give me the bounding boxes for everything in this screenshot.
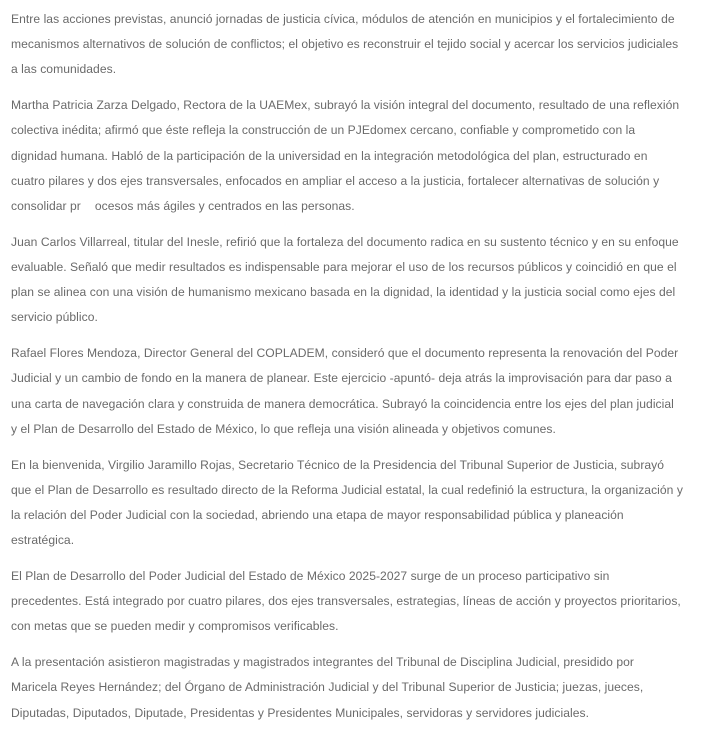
paragraph-acciones: Entre las acciones previstas, anunció jornadas de justicia cívica, módulos de atención en municipios y el fortalecimiento de mecanismos alternativos de solución de conflictos; el objetivo es reconstruir el tejido social y acercar los servicios judiciales a las comunidades. [11, 12, 679, 77]
paragraph-villarreal: Juan Carlos Villarreal, titular del Inesle, refirió que la fortaleza del documento radica en su sustento técnico y en su enfoque evaluable. Señaló que medir resultados es indispensable para mejorar el uso de los recursos públicos y coincidió en que el plan se alinea con una visión de humanismo mexicano basada en la dignidad, la identidad y la justicia social como ejes del servicio público. [11, 234, 679, 325]
paragraph-zarza-delgado [11, 93, 683, 219]
paragraph-zarza-delgado-part1: Martha Patricia Zarza Delgado, Rectora de la UAEMex, subrayó la visión integral del documento, resultado de una reflexión colectiva inédita; afirmó que éste refleja la construcción de un PJEdomex cercano, confiable y comprometido con la dignidad humana. Habló de la participación de la universidad en la integración metodológica del plan, estructurado en cuatro pilares y dos ejes transversales, enfocados en ampliar el acceso a la justicia, fortalecer alternativas de solución y consolidar pr [11, 98, 680, 214]
paragraph-asistentes: A la presentación asistieron magistradas y magistrados integrantes del Tribunal de Disciplina Judicial, presidido por Maricela Reyes Hernández; del Órgano de Administración Judicial y del Tribunal Superior de Justicia; juezas, jueces, Diputadas, Diputados, Diputade, Presidentas y Presidentes Municipales, servidoras y servidores judiciales. [11, 655, 644, 720]
paragraph-plan-desarrollo: El Plan de Desarrollo del Poder Judicial del Estado de México 2025-2027 surge de un proceso participativo sin precedentes. Está integrado por cuatro pilares, dos ejes transversales, estrategias, líneas de acción y proyectos prioritarios, con metas que se pueden medir y compromisos verificables. [11, 569, 681, 634]
paragraph-jaramillo-rojas: En la bienvenida, Virgilio Jaramillo Rojas, Secretario Técnico de la Presidencia del Tribunal Superior de Justicia, subrayó que el Plan de Desarrollo es resultado directo de la Reforma Judicial estatal, la cual redefinió la estructura, la organización y la relación del Poder Judicial con la sociedad, abriendo una etapa de mayor responsabilidad pública y planeación estratégica. [11, 457, 683, 548]
paragraph-flores-mendoza: Rafael Flores Mendoza, Director General del COPLADEM, consideró que el documento representa la renovación del Poder Judicial y un cambio de fondo en la manera de planear. Este ejercicio -apuntó- deja atrás la improvisación para dar paso a una carta de navegación clara y construida de manera democrática. Subrayó la coincidencia entre los ejes del plan judicial y el Plan de Desarrollo del Estado de México, lo que refleja una visión alineada y objetivos comunes. [11, 346, 679, 436]
paragraph-zarza-delgado-part2: ocesos más ágiles y centrados en las personas. [94, 199, 355, 214]
